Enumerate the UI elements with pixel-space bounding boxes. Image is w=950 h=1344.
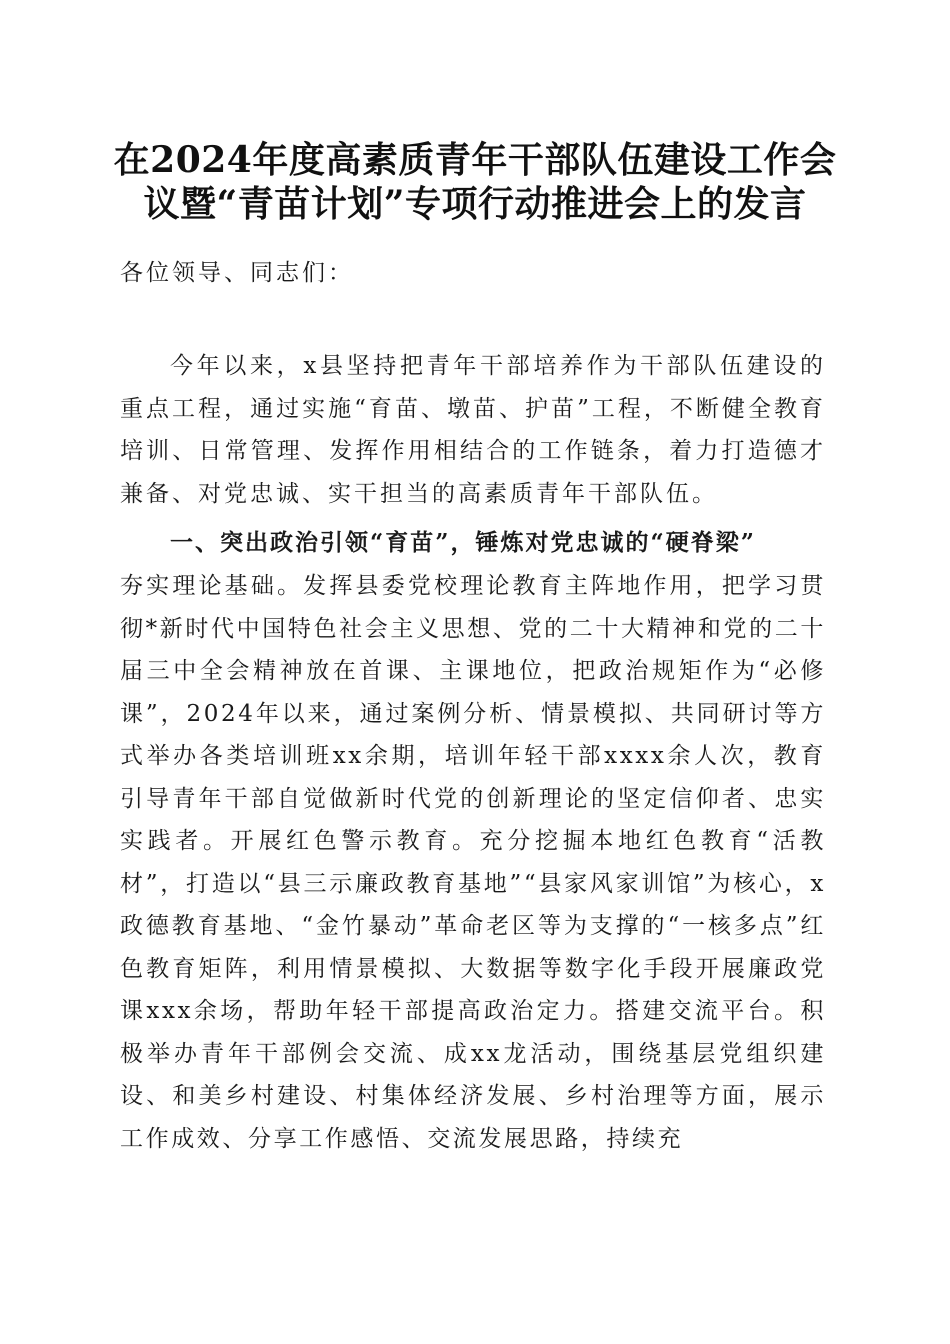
document-title: [110, 138, 840, 226]
salutation: 各位领导、同志们：: [120, 260, 354, 286]
section-1-body: 夯实理论基础。发挥县委党校理论教育主阵地作用，把学习贯彻*新时代中国特色社会主义思想、党的二十大精神和党的二十届三中全会精神放在首课、主课地位，把政治规矩作为“必修课”，2024年以来，通过案例分析、情景模拟、共同研讨等方式举办各类培训班xx余期，培训年轻干部xxxx余人次，教育引导青年干部自觉做新时代党的创新理论的坚定信仰者、忠实实践者。开展红色警示教育。充分挖掘本地红色教育“活教材”，打造以“县三示廉政教育基地”“县家风家训馆”为核心，x政德教育基地、“金竹暴动”革命老区等为支撑的“一核多点”红色教育矩阵，利用情景模拟、大数据等数字化手段开展廉政党课xxx余场，帮助年轻干部提高政治定力。搭建交流平台。积极举办青年干部例会交流、成xx龙活动，围绕基层党组织建设、和美乡村建设、村集体经济发展、乡村治理等方面，展示工作成效、分享工作感悟、交流发展思路，持续充: [120, 573, 826, 1152]
title-line-1: 在2024年度高素质青年干部队伍建设工作会: [113, 139, 837, 181]
intro-paragraph: 今年以来，x县坚持把青年干部培养作为干部队伍建设的重点工程，通过实施“育苗、墩苗、护苗”工程，不断健全教育培训、日常管理、发挥作用相结合的工作链条，着力打造德才兼备、对党忠诚、实干担当的高素质青年干部队伍。: [120, 353, 826, 507]
title-line-2: 议暨“青苗计划”专项行动推进会上的发言: [143, 183, 807, 225]
section-heading-1: 一、突出政治引领“育苗”，锤炼对党忠诚的“硬脊梁”: [170, 529, 756, 556]
